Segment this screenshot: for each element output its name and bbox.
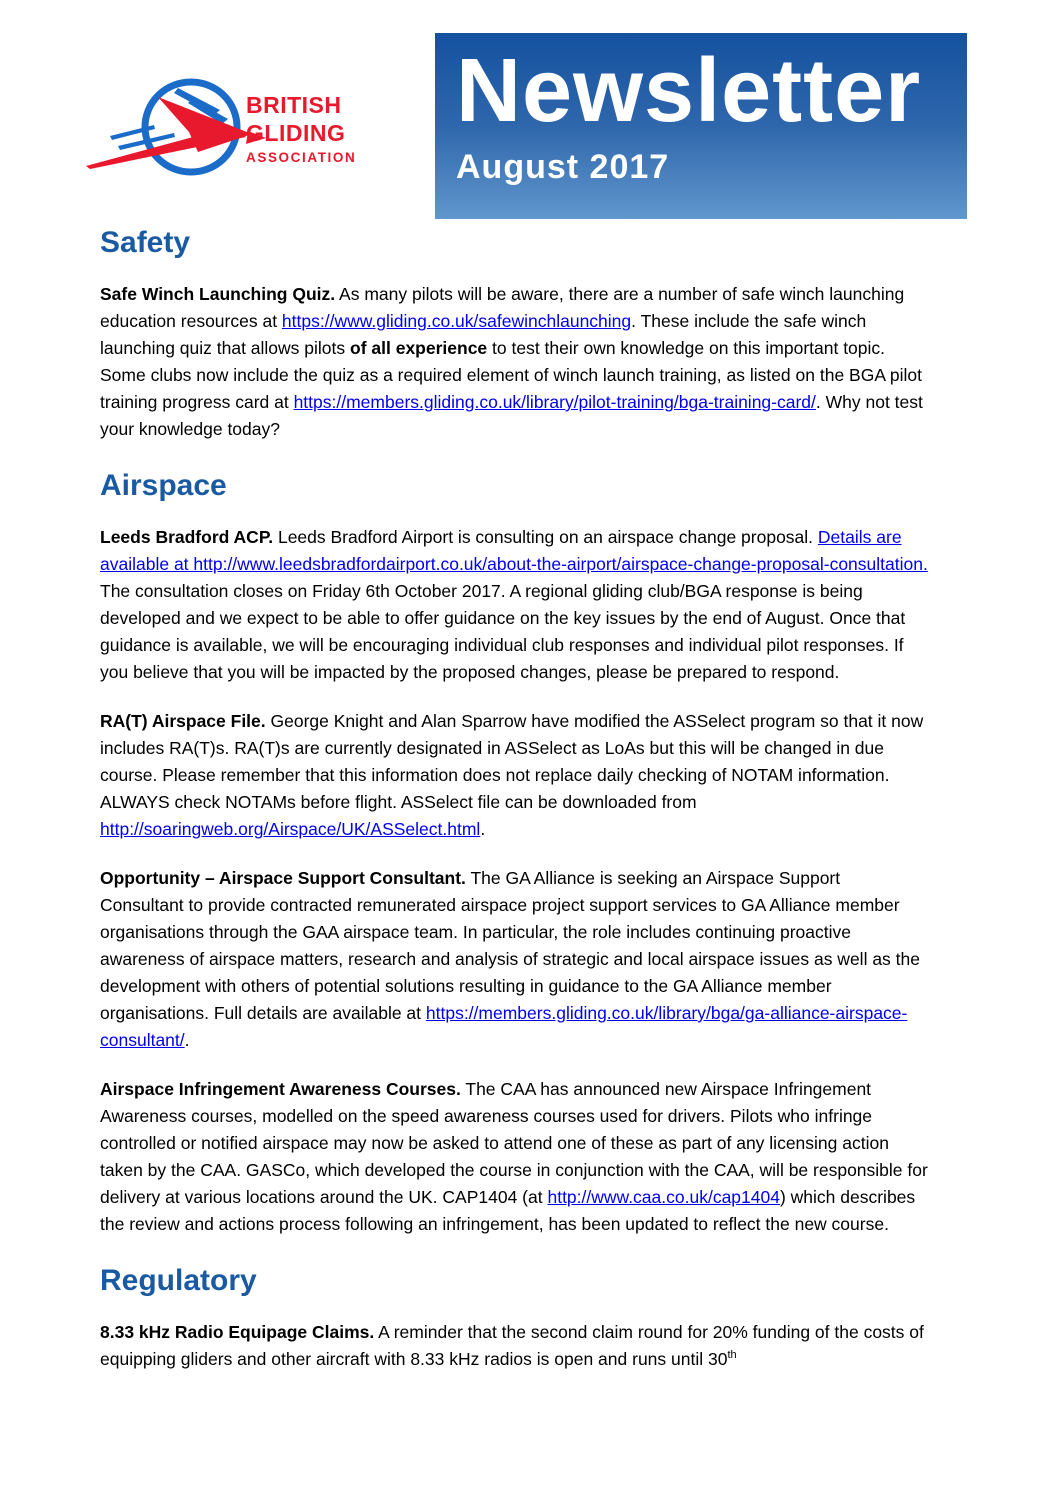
text-run: The CAA has announced new Airspace Infringement Awareness courses, modelled on the speed awareness courses used for drivers. Pilots who infringe controlled or notified airspace may now be asked to attend one of these as part of any licensing action taken by the CAA. GASCo, which developed the course in conjunction with the CAA, will be responsible for delivery at various locations around the UK. CAP1404 (at [100,1079,928,1207]
logo-line: BRITISH [246,92,342,118]
text-run: As many pilots will be aware, there are a number of safe winch launching education resources at [100,284,905,331]
text-run: . These include the safe winch launching quiz that allows pilots [100,311,867,358]
paragraph [100,708,928,843]
text-run: George Knight and Alan Sparrow have modified the ASSelect program so that it now includes RA(T)s. RA(T)s are currently designated in ASSelect as LoAs but this will be changed in due course. Please remember that this information does not replace daily checking of NOTAM information. ALWAYS check NOTAMs before flight. ASSelect file can be downloaded from [100,711,924,812]
link[interactable]: https://members.gliding.co.uk/library/pilot-training/bga-training-card/ [293,392,816,412]
logo-line: ASSOCIATION [246,150,357,165]
link[interactable]: https://www.gliding.co.uk/safewinchlaunching [281,311,632,331]
newsletter-body [100,224,928,1395]
bold-lead: Opportunity – Airspace Support Consultant. [100,868,466,888]
text-run: . [480,819,486,839]
bold-lead: RA(T) Airspace File. [100,711,266,731]
text-run: . [184,1030,190,1050]
masthead-title: Newsletter [456,41,922,141]
text-run: A reminder that the second claim round for 20% funding of the costs of equipping gliders and other aircraft with 8.33 kHz radios is open and runs until 30 [100,1322,924,1369]
bold-lead: Leeds Bradford ACP. [100,527,274,547]
logo-line: GLIDING [246,120,346,146]
paragraph [100,524,928,686]
bold-lead: of all experience [350,338,488,358]
text-run: Leeds Bradford Airport is consulting on an airspace change proposal. [273,527,818,547]
glider-icon [80,74,272,187]
text-run: . Why not test your knowledge today? [100,392,923,439]
link[interactable]: https://members.gliding.co.uk/library/bga/ga-alliance-airspace-consultant/ [100,1003,908,1050]
paragraph [100,865,928,1054]
bold-lead: 8.33 kHz Radio Equipage Claims. [100,1322,375,1342]
bga-logo [80,74,390,186]
paragraph [100,1076,928,1238]
link[interactable]: http://www.caa.co.uk/cap1404 [547,1187,780,1207]
masthead [435,33,967,219]
masthead-date: August 2017 [456,148,670,186]
bold-lead: Airspace Infringement Awareness Courses. [100,1079,461,1099]
link[interactable]: http://soaringweb.org/Airspace/UK/ASSelect.html [100,819,481,839]
link[interactable]: Details are available at http://www.leedsbradfordairport.co.uk/about-the-airport/airspace-change-proposal-consultation. [100,527,928,574]
text-run: ) which describes the review and actions process following an infringement, has been updated to reflect the new course. [100,1187,916,1234]
text-run: The consultation closes on Friday 6th October 2017. A regional gliding club/BGA response is being developed and we expect to be able to offer guidance on the key issues by the end of August. Once that guidance is available, we will be encouraging individual club responses and individual pilot responses. If you believe that you will be impacted by the proposed changes, please be prepared to respond. [100,581,906,682]
paragraph [100,281,928,443]
bold-lead: Safe Winch Launching Quiz. [100,284,336,304]
text-run: The GA Alliance is seeking an Airspace Support Consultant to provide contracted remunerated airspace project support services to GA Alliance member organisations through the GAA airspace team. In particular, the role includes continuing proactive awareness of airspace matters, research and analysis of strategic and local airspace issues as well as the development with others of potential solutions resulting in guidance to the GA Alliance member organisations. Full details are available at [100,868,920,1023]
section-heading-regulatory: Regulatory [100,1264,257,1297]
paragraph [100,1319,928,1373]
section-heading-safety: Safety [100,226,191,259]
superscript: th [727,1349,737,1362]
section-heading-airspace: Airspace [100,469,227,502]
logo-text [246,91,356,169]
text-run: to test their own knowledge on this important topic. Some clubs now include the quiz as a required element of winch launch training, as listed on the BGA pilot training progress card at [100,338,923,412]
